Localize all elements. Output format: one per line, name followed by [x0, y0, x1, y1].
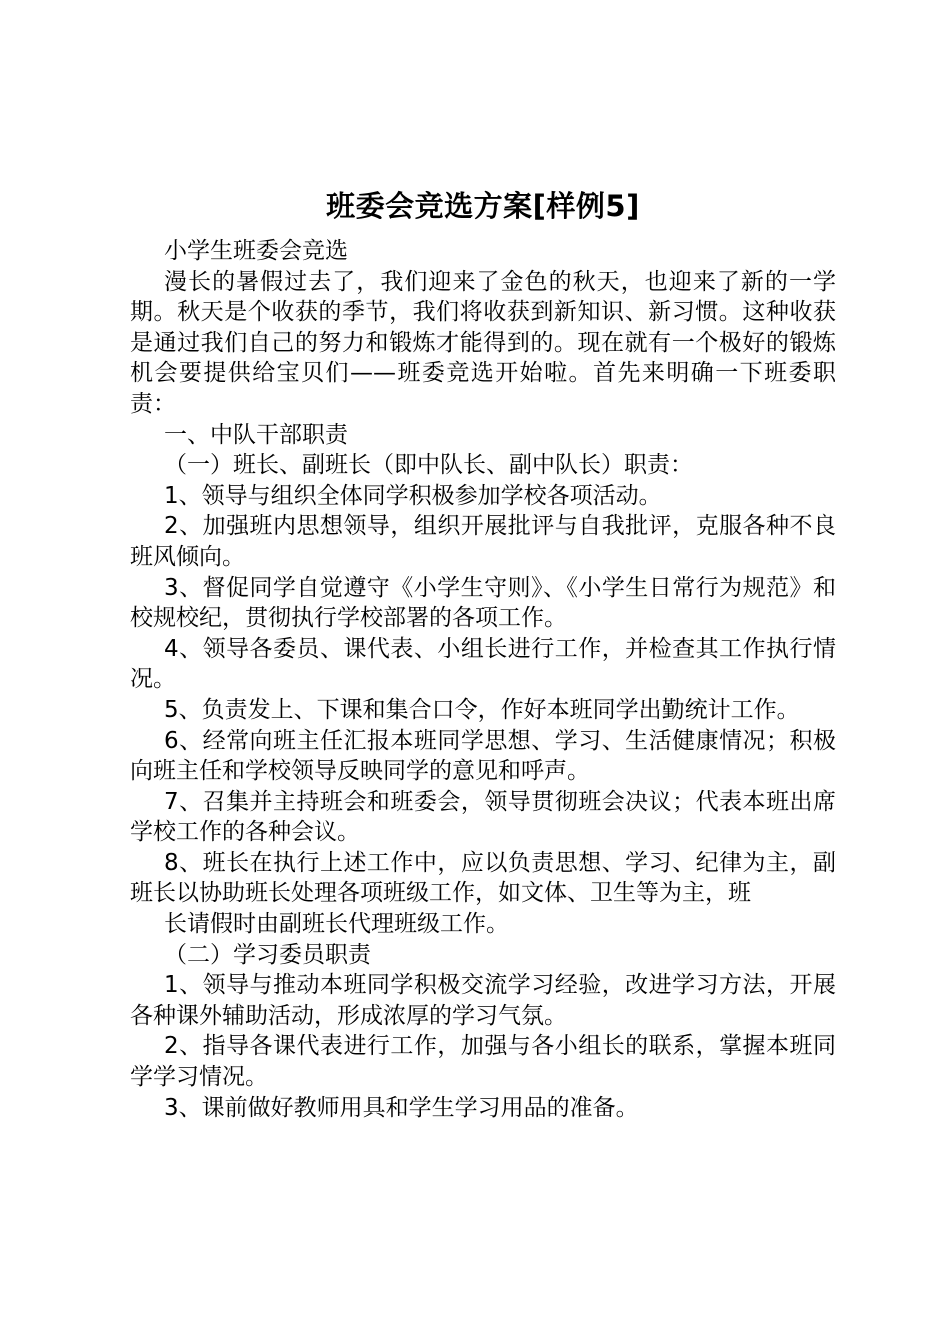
subsection-heading: （二）学习委员职责	[164, 941, 371, 968]
document-title: 班委会竞选方案[样例5]	[326, 189, 640, 223]
list-item: 5、负责发上、下课和集合口令，作好本班同学出勤统计工作。	[164, 696, 800, 723]
document-page	[130, 186, 836, 1123]
list-item: 1、领导与组织全体同学积极参加学校各项活动。	[164, 482, 662, 509]
intro-paragraph: 漫长的暑假过去了，我们迎来了金色的秋天，也迎来了新的一学期。秋天是个收获的季节，我们将收获到新知识、新习惯。这种收获是通过我们自己的努力和锻炼才能得到的。现在就有一个极好的锻炼机会要提供给宝贝们——班委竞选开始啦。首先来明确一下班委职责：	[130, 268, 836, 417]
list-item-continuation: 长请假时由副班长代理班级工作。	[164, 911, 509, 938]
list-item: 4、领导各委员、课代表、小组长进行工作，并检查其工作执行情况。	[130, 635, 836, 693]
list-item: 3、督促同学自觉遵守《小学生守则》、《小学生日常行为规范》和校规校纪，贯彻执行学校部署的各项工作。	[130, 574, 836, 632]
subsection-heading: （一）班长、副班长（即中队长、副中队长）职责：	[164, 452, 693, 479]
section-heading: 一、中队干部职责	[164, 421, 348, 448]
list-item: 3、课前做好教师用具和学生学习用品的准备。	[164, 1094, 639, 1121]
list-item: 2、加强班内思想领导，组织开展批评与自我批评，克服各种不良班风倾向。	[130, 513, 836, 570]
list-item: 7、召集并主持班会和班委会，领导贯彻班会决议；代表本班出席学校工作的各种会议。	[130, 788, 836, 846]
list-item: 1、领导与推动本班同学积极交流学习经验，改进学习方法，开展各种课外辅助活动，形成浓厚的学习气氛。	[130, 972, 836, 1029]
section-subtitle: 小学生班委会竞选	[164, 238, 348, 264]
list-item: 6、经常向班主任汇报本班同学思想、学习、生活健康情况；积极向班主任和学校领导反映同学的意见和呼声。	[130, 727, 836, 785]
list-item: 2、指导各课代表进行工作，加强与各小组长的联系，掌握本班同学学习情况。	[130, 1033, 836, 1091]
list-item: 8、班长在执行上述工作中，应以负责思想、学习、纪律为主，副班长以协助班长处理各项班级工作，如文体、卫生等为主，班	[130, 849, 836, 907]
